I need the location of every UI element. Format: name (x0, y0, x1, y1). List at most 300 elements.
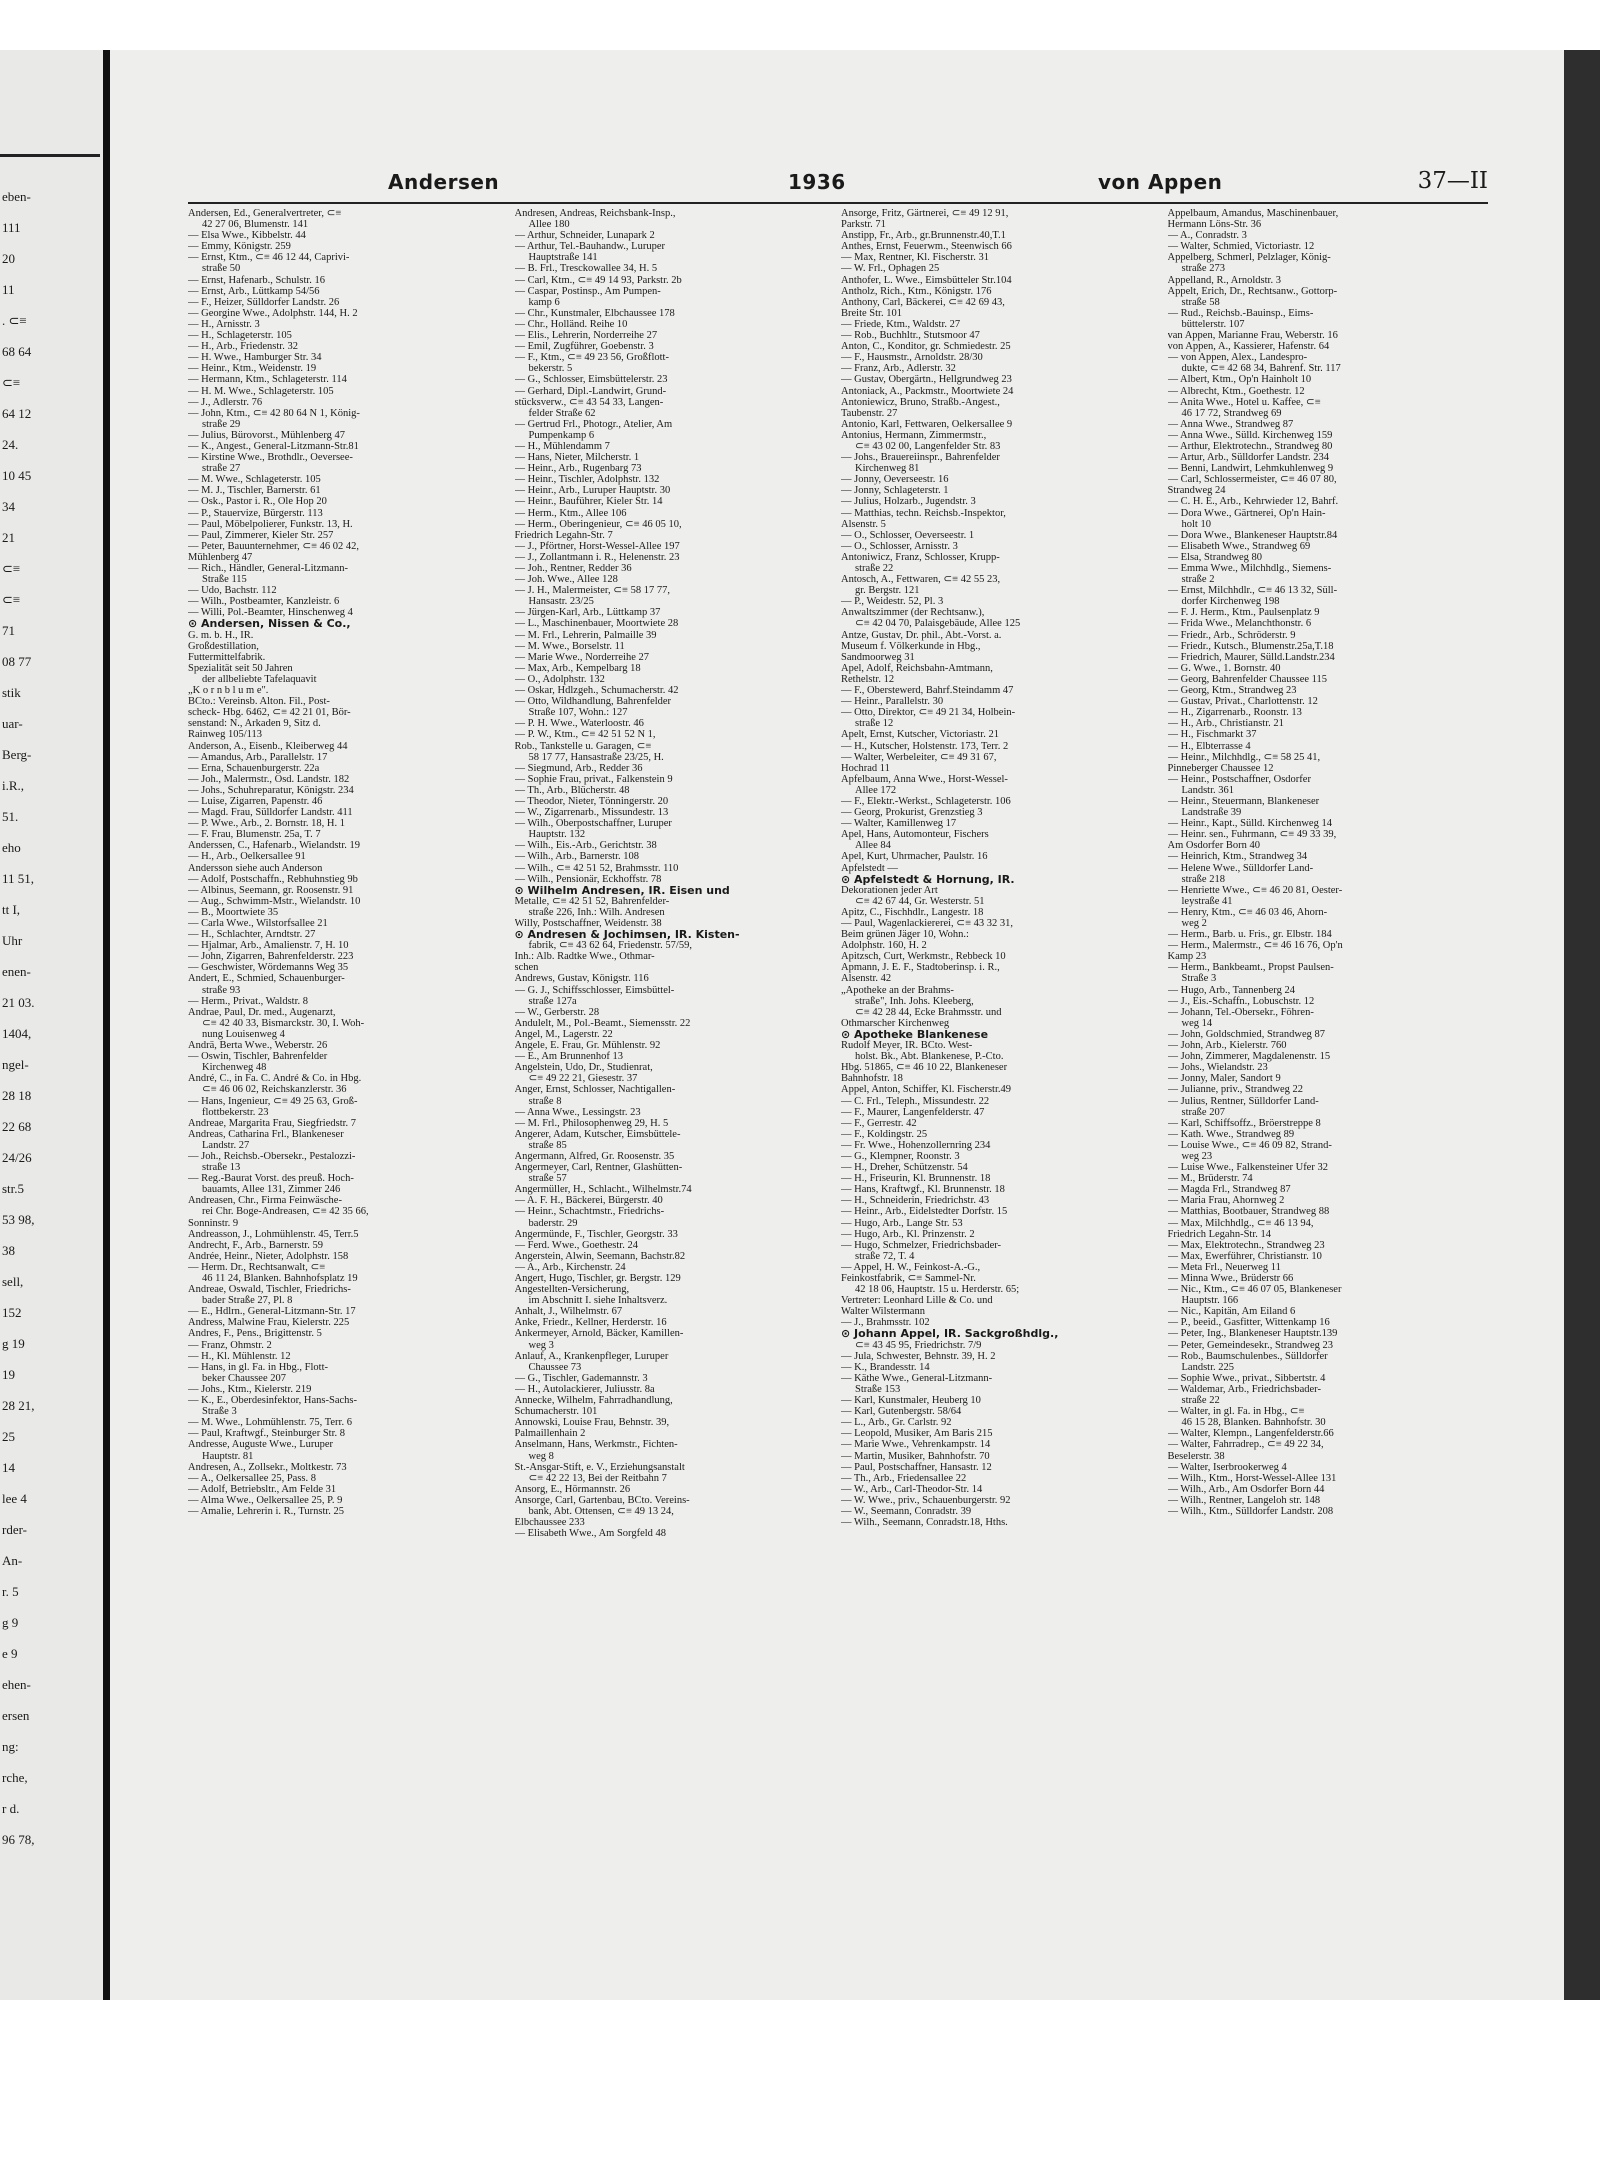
left-page-fragment: ⊂≡ (2, 375, 21, 390)
left-page-fragment: 28 21, (2, 1398, 35, 1413)
directory-entry: — Heinr., Arb., Luruper Hauptstr. 30 (514, 485, 671, 497)
directory-entry: ⊙ Andersen, Nissen & Co., (188, 618, 351, 630)
directory-entry: — Willi, Pol.-Beamter, Hinschenweg 4 (188, 607, 353, 619)
directory-entry: — Walter, Fahrradrep., ⊂≡ 49 22 34, (1167, 1439, 1324, 1451)
left-page-fragment: ehen- (2, 1677, 31, 1692)
directory-entry: Bahnhofstr. 18 (841, 1073, 903, 1085)
directory-entry: — Ernst, Arb., Lüttkamp 54/56 (188, 285, 320, 297)
left-page-fragment: 21 03. (2, 995, 35, 1010)
directory-entry: senstand: N., Arkaden 9, Sitz d. (188, 718, 321, 730)
directory-entry: — Heinr., Tischler, Adolphstr. 132 (514, 474, 660, 486)
directory-entry: — G. Wwe., 1. Bornstr. 40 (1167, 662, 1281, 674)
directory-entry: dukte, ⊂≡ 42 68 34, Bahrenf. Str. 117 (1181, 363, 1341, 375)
directory-entry: — Gerhard, Dipl.-Landwirt, Grund- (514, 385, 667, 397)
directory-entry: Apel, Adolf, Reichsbahn-Amtmann, (841, 662, 993, 674)
directory-entry: Angel, M., Lagerstr. 22 (514, 1028, 613, 1040)
directory-entry: Metalle, ⊂≡ 42 51 52, Bahrenfelder- (514, 895, 670, 907)
directory-entry: Annowski, Louise Frau, Behnstr. 39, (514, 1417, 670, 1429)
directory-entry: schen (514, 962, 539, 974)
directory-entry: — Walter, Werbeleiter, ⊂≡ 49 31 67, (841, 751, 997, 763)
directory-entry: — Hans, Kraftwgf., Kl. Brunnenstr. 18 (841, 1184, 1005, 1196)
scan-edge (1564, 50, 1600, 2000)
header-rule (188, 202, 1488, 204)
directory-entry: — Heinr., Arb., Eidelstedter Dorfstr. 15 (841, 1206, 1008, 1218)
directory-entry: — Th., Arb., Friedensallee 22 (841, 1472, 967, 1484)
directory-entry: Apfelstedt — (841, 862, 898, 874)
directory-entry: — Carl, Ktm., ⊂≡ 49 14 93, Parkstr. 2b (514, 274, 682, 286)
left-page-fragment: sell, (2, 1274, 24, 1289)
directory-entry: — Albrecht, Ktm., Goethestr. 12 (1167, 385, 1305, 397)
directory-entry: — Walter, Kamillenweg 17 (841, 818, 957, 830)
directory-entry: straße 13 (202, 1162, 241, 1174)
directory-entry: — W., Seemann, Conradstr. 39 (841, 1505, 972, 1517)
directory-entry: — Marie Wwe., Norderreihe 27 (514, 651, 650, 663)
left-page-fragment: e 9 (2, 1646, 18, 1661)
directory-entry: Annecke, Wilhelm, Fahrradhandlung, (514, 1395, 673, 1407)
directory-entry: Museum f. Völkerkunde in Hbg., (841, 640, 981, 652)
directory-entry: „Apotheke an der Brahms- (841, 984, 954, 996)
directory-entry: — Peter, Ing., Blankeneser Hauptstr.139 (1167, 1328, 1338, 1340)
directory-entry: Apitzsch, Curt, Werkmstr., Rebbeck 10 (841, 951, 1006, 963)
directory-entry: — John, Zigarren, Bahrenfelderstr. 223 (188, 951, 354, 963)
left-page-fragment: 11 (2, 282, 15, 297)
directory-entry: — Hugo, Arb., Tannenberg 24 (1167, 984, 1295, 996)
directory-entry: — Jonny, Maler, Sandort 9 (1167, 1073, 1281, 1085)
directory-entry: Rob., Tankstelle u. Garagen, ⊂≡ (514, 740, 652, 752)
directory-entry: — Oswin, Tischler, Bahrenfelder (188, 1051, 328, 1063)
directory-entry: ⊙ Johann Appel, IR. Sackgroßhdlg., (841, 1328, 1059, 1340)
directory-entry: weg 3 (528, 1339, 554, 1351)
directory-column (188, 208, 509, 1539)
directory-entry: Anlauf, A., Krankenpfleger, Luruper (514, 1350, 669, 1362)
left-page-fragment: ⊂≡ (2, 592, 21, 607)
directory-entry: Anger, Ernst, Schlosser, Nachtigallen- (514, 1084, 676, 1096)
directory-entry: — Heinr., Bauführer, Kieler Str. 14 (514, 496, 663, 508)
directory-entry: — Wilh., Oberpostschaffner, Luruper (514, 818, 672, 830)
directory-entry: — Caspar, Postinsp., Am Pumpen- (514, 285, 661, 297)
directory-entry: — Chr., Kunstmaler, Elbchaussee 178 (514, 307, 675, 319)
directory-entry: — Henriette Wwe., ⊂≡ 46 20 81, Oester- (1167, 884, 1343, 896)
directory-entry: — Käthe Wwe., General-Litzmann- (841, 1372, 993, 1384)
directory-entry: — Herm., Barb. u. Fris., gr. Elbstr. 184 (1167, 929, 1332, 941)
directory-entry: — Wilh., Ktm., Sülldorfer Landstr. 208 (1167, 1505, 1334, 1517)
left-page-fragment: 1404, (2, 1026, 32, 1041)
left-page-rule (0, 154, 100, 157)
directory-entry: Antoniewicz, Bruno, Straßb.-Angest., (841, 396, 1000, 408)
header-last-entry: von Appen (1098, 170, 1223, 194)
directory-entry: — L., Maschinenbauer, Moortwiete 28 (514, 618, 679, 630)
directory-entry: — Max, Rentner, Kl. Fischerstr. 31 (841, 252, 990, 264)
directory-entry: Straße 3 (202, 1406, 237, 1418)
directory-entry: Hauptstr. 166 (1181, 1295, 1239, 1307)
directory-entry: — H., Arb., Oelkersallee 91 (188, 851, 306, 863)
directory-entry: André, C., in Fa. C. André & Co. in Hbg. (188, 1073, 362, 1085)
directory-entry: — Herm., Ktm., Allee 106 (514, 507, 627, 519)
directory-entry: Sandmoorweg 31 (841, 651, 915, 663)
directory-entry: ⊂≡ 43 45 95, Friedrichstr. 7/9 (855, 1339, 982, 1351)
directory-entry: Othmarscher Kirchenweg (841, 1017, 950, 1029)
directory-entry: kamp 6 (528, 296, 560, 308)
directory-entry: straße 72, T. 4 (855, 1250, 915, 1262)
directory-entry: „K o r n b l u m e". (188, 685, 269, 697)
directory-entry: — O., Schlosser, Oeverseestr. 1 (841, 529, 975, 541)
directory-entry: — Ernst, Ktm., ⊂≡ 46 12 44, Caprivi- (188, 252, 350, 264)
directory-entry: Anthony, Carl, Bäckerei, ⊂≡ 42 69 43, (841, 296, 1005, 308)
directory-entry: — Wilh., ⊂≡ 42 51 52, Brahmsstr. 110 (514, 862, 679, 874)
directory-entry: — Otto, Direktor, ⊂≡ 49 21 34, Holbein- (841, 707, 1016, 719)
directory-entry: — Karl, Kunstmaler, Heuberg 10 (841, 1395, 981, 1407)
left-page-fragment: 19 (2, 1367, 15, 1382)
directory-entry: scheck- Hbg. 6462, ⊂≡ 42 21 01, Bör- (188, 707, 351, 719)
directory-entry: — Wilh., Rentner, Langeloh str. 148 (1167, 1494, 1321, 1506)
directory-entry: holt 10 (1181, 518, 1211, 530)
directory-entry: — H., Elbterrasse 4 (1167, 740, 1251, 752)
directory-entry: Großdestillation, (188, 640, 259, 652)
directory-entry: G. m. b. H., IR. (188, 629, 254, 641)
directory-entry: — Herm. Dr., Rechtsanwalt, ⊂≡ (188, 1261, 326, 1273)
directory-entry: 46 15 28, Blanken. Bahnhofstr. 30 (1181, 1417, 1326, 1429)
directory-entry: — Herm., Privat., Waldstr. 8 (188, 995, 308, 1007)
directory-entry: Andert, E., Schmied, Schauenburger- (188, 973, 345, 985)
directory-entry: — Th., Arb., Blücherstr. 48 (514, 784, 630, 796)
directory-entry: — Max, Milchhdlg., ⊂≡ 46 13 94, (1167, 1217, 1314, 1229)
left-page-fragment: . ⊂≡ (2, 313, 27, 328)
directory-entry: — Carl, Schlossermeister, ⊂≡ 46 07 80, (1167, 474, 1337, 486)
directory-entry: — Matthias, Bootbauer, Strandweg 88 (1167, 1206, 1330, 1218)
directory-entry: straße 8 (528, 1095, 562, 1107)
directory-entry: — Emil, Zugführer, Goebenstr. 3 (514, 341, 654, 353)
directory-entry: Pumpenkamp 6 (528, 429, 595, 441)
directory-entry: Beim grünen Jäger 10, Wohn.: (841, 929, 969, 941)
directory-entry: — Albert, Ktm., Op'n Hainholt 10 (1167, 374, 1312, 386)
directory-entry: — K., E., Oberdesinfektor, Hans-Sachs- (188, 1395, 357, 1407)
directory-entry: — H., Friseurin, Kl. Brunnenstr. 18 (841, 1173, 991, 1185)
directory-entry: Antoniack, A., Packmstr., Moortwiete 24 (841, 385, 1014, 397)
directory-entry: büttelerstr. 107 (1181, 318, 1245, 330)
left-page-fragment: 20 (2, 251, 15, 266)
left-page-fragment: stik (2, 685, 21, 700)
directory-entry: 42 18 06, Hauptstr. 15 u. Herderstr. 65; (855, 1284, 1020, 1296)
directory-entry: — Paul, Postschaffner, Hansastr. 12 (841, 1461, 992, 1473)
left-page-fragment: g 9 (2, 1615, 19, 1630)
directory-entry: — Amandus, Arb., Parallelstr. 17 (188, 751, 328, 763)
directory-entry: — Osk., Pastor i. R., Ole Hop 20 (188, 496, 327, 508)
directory-entry: — Luise Wwe., Falkensteiner Ufer 32 (1167, 1162, 1328, 1174)
directory-entry: — Kath. Wwe., Strandweg 89 (1167, 1128, 1295, 1140)
directory-entry: Sonninstr. 9 (188, 1217, 239, 1229)
directory-entry: — F., Elektr.-Werkst., Schlageterstr. 106 (841, 795, 1011, 807)
directory-entry: — W., Gerberstr. 28 (514, 1006, 600, 1018)
directory-entry: — Julius, Holzarb., Jugendstr. 3 (841, 496, 976, 508)
directory-entry: Chaussee 73 (528, 1361, 582, 1373)
left-page-fragment: 51. (2, 809, 19, 824)
directory-entry: — B. Frl., Tresckowallee 34, H. 5 (514, 263, 658, 275)
directory-entry: Andreae, Oswald, Tischler, Friedrichs- (188, 1284, 351, 1296)
directory-entry: Hauptstraße 141 (528, 252, 598, 264)
directory-entry: Andresen, Andreas, Reichsbank-Insp., (514, 208, 676, 219)
directory-entry: — P., beeid., Gasfitter, Wittenkamp 16 (1167, 1317, 1330, 1329)
directory-entry: ⊙ Wilhelm Andresen, IR. Eisen und (514, 884, 730, 896)
directory-entry: — Johs., Brauereiinspr., Bahrenfelder (841, 452, 1000, 464)
directory-entry: Andreae, Margarita Frau, Siegfriedstr. 7 (188, 1117, 357, 1129)
directory-entry: — Karl, Gutenbergstr. 58/64 (841, 1406, 962, 1418)
directory-entry: Andrecht, F., Arb., Barnerstr. 59 (188, 1239, 324, 1251)
directory-entry: Angermann, Alfred, Gr. Roosenstr. 35 (514, 1150, 675, 1162)
left-page-fragment: str.5 (2, 1181, 25, 1196)
directory-entry: von Appen, A., Kassierer, Hafenstr. 64 (1167, 341, 1330, 353)
directory-entry: ⊂≡ 42 67 44, Gr. Westerstr. 51 (855, 895, 985, 907)
directory-entry: — Jonny, Oeverseestr. 16 (841, 474, 949, 486)
directory-entry: Adolphstr. 160, H. 2 (841, 940, 927, 952)
directory-entry: — Hans, Ingenieur, ⊂≡ 49 25 63, Groß- (188, 1095, 358, 1107)
directory-entry: — Hugo, Arb., Kl. Prinzenstr. 2 (841, 1228, 975, 1240)
directory-entry: Friedrich Legahn-Str. 14 (1167, 1228, 1272, 1240)
directory-entry: Vertreter: Leonhard Lille & Co. und (841, 1295, 993, 1307)
directory-entry: — Heinr. sen., Fuhrmann, ⊂≡ 49 33 39, (1167, 829, 1337, 841)
directory-entry: Straße 153 (855, 1383, 901, 1395)
directory-entry: Angert, Hugo, Tischler, gr. Bergstr. 129 (514, 1273, 681, 1284)
directory-entry: — M. Wwe., Borselstr. 11 (514, 640, 625, 652)
directory-entry: — Friedr., Arb., Schröderstr. 9 (1167, 629, 1296, 641)
directory-entry: Landstr. 27 (202, 1139, 250, 1151)
directory-entry: — Rich., Händler, General-Litzmann- (188, 563, 348, 574)
directory-entry: — Paul, Kraftwgf., Steinburger Str. 8 (188, 1428, 345, 1440)
directory-entry: Elbchaussee 233 (514, 1517, 585, 1529)
directory-entry: — Herm., Oberingenieur, ⊂≡ 46 05 10, (514, 518, 682, 530)
directory-entry: — Herm., Malermstr., ⊂≡ 46 16 76, Op'n (1167, 940, 1343, 952)
directory-entry: Anderson, A., Eisenb., Kleiberweg 44 (188, 740, 348, 752)
directory-entry: — Heinr., Parallelstr. 30 (841, 696, 944, 708)
directory-entry: — Louise Wwe., ⊂≡ 46 09 82, Strand- (1167, 1139, 1332, 1151)
left-page-fragment: rder- (2, 1522, 27, 1537)
directory-entry: — F. Frau, Blumenstr. 25a, T. 7 (188, 829, 321, 841)
directory-entry: Antze, Gustav, Dr. phil., Abt.-Vorst. a. (841, 629, 1002, 641)
directory-entry: felder Straße 62 (528, 407, 596, 419)
directory-entry: — J., Adlerstr. 76 (188, 396, 263, 408)
directory-entry: — H., Arb., Friedenstr. 32 (188, 341, 298, 353)
directory-entry: Apfelbaum, Anna Wwe., Horst-Wessel- (841, 773, 1008, 785)
directory-column (1168, 208, 1489, 1539)
directory-entry: — O., Adolphstr. 132 (514, 673, 605, 685)
directory-entry: — Elisabeth Wwe., Strandweg 69 (1167, 540, 1311, 552)
directory-entry: — Jula, Schwester, Behnstr. 39, H. 2 (841, 1350, 996, 1362)
directory-entry: — C. H. E., Arb., Kehrwieder 12, Bahrf. (1167, 496, 1339, 508)
directory-entry: Allee 180 (528, 219, 570, 231)
directory-entry: — H., Kutscher, Holstenstr. 173, Terr. 2 (841, 740, 1009, 752)
directory-entry: — F., Ktm., ⊂≡ 49 23 56, Großflott- (514, 352, 669, 364)
directory-entry: — Jürgen-Karl, Arb., Lüttkamp 37 (514, 607, 661, 619)
directory-entry: — Elsa Wwe., Kibbelstr. 44 (188, 230, 306, 242)
left-page-fragment: 111 (2, 220, 21, 235)
directory-entry: stücksverw., ⊂≡ 43 54 33, Langen- (514, 396, 664, 408)
directory-entry: straße 57 (528, 1173, 567, 1185)
directory-entry: Anke, Friedr., Kellner, Herderstr. 16 (514, 1317, 667, 1329)
directory-entry: — H., Arnisstr. 3 (188, 318, 260, 330)
directory-entry: der allbeliebte Tafelaquavit (202, 673, 317, 685)
directory-entry: Strandweg 24 (1167, 485, 1226, 497)
directory-entry: — J. H., Malermeister, ⊂≡ 58 17 77, (514, 585, 670, 597)
directory-entry: — Max, Arb., Kempelbarg 18 (514, 662, 641, 674)
directory-entry: — Julius, Bürovorst., Mühlenberg 47 (188, 429, 346, 441)
directory-entry: Kirchenweg 81 (855, 463, 920, 475)
directory-entry: — Max, Ewerführer, Christianstr. 10 (1167, 1250, 1322, 1262)
directory-entry: — H., Arb., Christianstr. 21 (1167, 718, 1284, 730)
directory-entry: — Helene Wwe., Sülldorfer Land- (1167, 862, 1314, 874)
left-page-fragment: rche, (2, 1770, 28, 1785)
directory-entry: — Sophie Frau, privat., Falkenstein 9 (514, 773, 673, 785)
directory-entry: Landstr. 225 (1181, 1361, 1234, 1373)
directory-entry: — Walter, Schmied, Victoriastr. 12 (1167, 241, 1315, 253)
directory-entry: — Joh., Malermstr., Osd. Landstr. 182 (188, 773, 350, 785)
directory-columns (188, 208, 1488, 1539)
directory-entry: — Otto, Wildhandlung, Bahrenfelder (514, 696, 672, 708)
directory-entry: Hansastr. 23/25 (528, 596, 594, 608)
directory-entry: — Heinr., Kapt., Sülld. Kirchenweg 14 (1167, 818, 1332, 830)
directory-entry: — Geschwister, Wördemanns Weg 35 (188, 962, 349, 974)
directory-entry: bekerstr. 5 (528, 363, 573, 375)
directory-page (110, 50, 1564, 2000)
left-page-fragment: 64 12 (2, 406, 32, 421)
left-page-fragment: 22 68 (2, 1119, 32, 1134)
directory-entry: — G., Tischler, Gademannstr. 3 (514, 1372, 648, 1384)
left-page-fragment: 24/26 (2, 1150, 32, 1165)
directory-entry: — Heinr., Milchhdlg., ⊂≡ 58 25 41, (1167, 751, 1321, 763)
directory-entry: 42 27 06, Blumenstr. 141 (202, 219, 309, 231)
directory-entry: — Heinr., Postschaffner, Osdorfer (1167, 773, 1311, 785)
directory-entry: — J., Zollantmann i. R., Helenenstr. 23 (514, 551, 680, 563)
left-page-fragment: 152 (2, 1305, 22, 1320)
directory-entry: Breite Str. 101 (841, 307, 902, 319)
directory-entry: — Chr., Holländ. Reihe 10 (514, 318, 628, 330)
directory-entry: — Jonny, Schlageterstr. 1 (841, 485, 949, 497)
directory-entry: weg 8 (528, 1450, 554, 1462)
left-page-fragment: enen- (2, 964, 31, 979)
directory-entry: straße 85 (528, 1139, 567, 1151)
directory-entry: straße 218 (1181, 873, 1225, 885)
directory-entry: — Frida Wwe., Melanchthonstr. 6 (1167, 618, 1312, 630)
directory-entry: St.-Ansgar-Stift, e. V., Erziehungsanstalt (514, 1461, 685, 1473)
left-page-fragment: tt I, (2, 902, 21, 917)
left-page-fragment: 10 45 (2, 468, 32, 483)
directory-entry: — Oskar, Hdlzgeh., Schumacherstr. 42 (514, 685, 679, 697)
directory-entry: holst. Bk., Abt. Blankenese, P.-Cto. (855, 1051, 1004, 1063)
directory-entry: ⊙ Apfelstedt & Hornung, IR. (841, 873, 1015, 885)
directory-entry: — P. W., Ktm., ⊂≡ 42 51 52 N 1, (514, 729, 656, 741)
directory-entry: — Maria Frau, Ahornweg 2 (1167, 1195, 1285, 1207)
directory-entry: — W. Frl., Ophagen 25 (841, 263, 940, 275)
directory-entry: — F., Hausmstr., Arnoldstr. 28/30 (841, 352, 983, 364)
directory-entry: — P., Stauervize, Bürgerstr. 113 (188, 507, 323, 519)
directory-entry: — W., Arb., Carl-Theodor-Str. 14 (841, 1483, 983, 1495)
directory-entry: — John, Zimmerer, Magdalenenstr. 15 (1167, 1051, 1331, 1063)
left-page-fragment: lee 4 (2, 1491, 27, 1506)
directory-entry: Andrae, Paul, Dr. med., Augenarzt, (188, 1006, 336, 1018)
directory-entry: — Elisabeth Wwe., Am Sorgfeld 48 (514, 1528, 667, 1540)
directory-entry: 46 17 72, Strandweg 69 (1181, 407, 1282, 419)
directory-entry: Appelt, Erich, Dr., Rechtsanw., Gottorp- (1167, 285, 1338, 297)
directory-entry: Anderssen, C., Hafenarb., Wielandstr. 19 (188, 840, 361, 852)
directory-entry: im Abschnitt I. siehe Inhaltsverz. (528, 1295, 668, 1307)
directory-entry: Angermünde, F., Tischler, Georgstr. 33 (514, 1228, 678, 1240)
page-number: 37—II (1417, 168, 1488, 194)
directory-entry: Beselerstr. 38 (1167, 1450, 1225, 1462)
directory-entry: — Georg, Prokurist, Grenzstieg 3 (841, 807, 983, 819)
directory-entry: — H., Fischmarkt 37 (1167, 729, 1257, 741)
directory-entry: — Gertrud Frl., Photogr., Atelier, Am (514, 418, 673, 430)
directory-column (515, 208, 836, 1539)
directory-entry: ⊙ Apotheke Blankenese (841, 1028, 989, 1041)
directory-entry: — Walter, in gl. Fa. in Hbg., ⊂≡ (1167, 1406, 1305, 1418)
directory-entry: — Leopold, Musiker, Am Baris 215 (841, 1428, 993, 1440)
directory-entry: Schumacherstr. 101 (514, 1406, 598, 1418)
directory-entry: Apitz, C., Fischhdlr., Langestr. 18 (841, 906, 984, 918)
directory-entry: — Minna Wwe., Brüderstr 66 (1167, 1273, 1294, 1284)
directory-entry: Appel, Anton, Schiffer, Kl. Fischerstr.49 (841, 1084, 1011, 1096)
directory-entry: — John, Ktm., ⊂≡ 42 80 64 N 1, König- (188, 407, 360, 419)
directory-entry: Angestellten-Versicherung, (514, 1284, 630, 1296)
directory-entry: — Peter, Bauunternehmer, ⊂≡ 46 02 42, (188, 540, 360, 552)
directory-entry: — H., Autolackierer, Juliusstr. 8a (514, 1383, 655, 1395)
directory-entry: — P. H. Wwe., Waterloostr. 46 (514, 718, 644, 730)
left-page-fragment: ngel- (2, 1057, 29, 1072)
directory-entry: Kirchenweg 48 (202, 1062, 267, 1074)
directory-entry: flottbekerstr. 23 (202, 1106, 269, 1118)
directory-entry: Rudolf Meyer, IR. BCto. West- (841, 1040, 973, 1052)
left-page-fragment: uar- (2, 716, 23, 731)
directory-entry: — Anna Wwe., Sülld. Kirchenweg 159 (1167, 429, 1333, 441)
directory-entry: — Georg, Ktm., Strandweg 23 (1167, 685, 1297, 697)
left-page-fragment: ersen (2, 1708, 30, 1723)
directory-entry: beker Chaussee 207 (202, 1372, 286, 1384)
directory-entry: — Arthur, Elektrotechn., Strandweg 80 (1167, 440, 1333, 452)
directory-entry: — B., Moortwiete 35 (188, 906, 279, 918)
directory-entry: Andrée, Heinr., Nieter, Adolphstr. 158 (188, 1250, 349, 1262)
directory-entry: — Adolf, Postschaffn., Rebhuhnstieg 9b (188, 873, 358, 885)
directory-entry: — Fr. Wwe., Hohenzollernring 234 (841, 1139, 991, 1151)
directory-entry: — Magda Frl., Strandweg 87 (1167, 1184, 1291, 1196)
directory-entry: Antonius, Hermann, Zimmermstr., (841, 429, 987, 441)
directory-entry: straße 207 (1181, 1106, 1225, 1118)
directory-entry: — Gustav, Obergärtn., Hellgrundweg 23 (841, 374, 1012, 386)
directory-entry: ⊂≡ 42 22 13, Bei der Reitbahn 7 (528, 1472, 667, 1484)
directory-entry: — J., Brahmsstr. 102 (841, 1317, 930, 1329)
directory-entry: Taubenstr. 27 (841, 407, 898, 419)
left-page-fragment: 24. (2, 437, 19, 452)
directory-entry: — H., Schneiderin, Friedrichstr. 43 (841, 1195, 990, 1207)
directory-entry: — W., Zigarrenarb., Missundestr. 13 (514, 807, 669, 819)
left-page-fragment: r. 5 (2, 1584, 19, 1599)
directory-entry: — Siegmund, Arb., Redder 36 (514, 762, 643, 774)
scan (0, 50, 1600, 2000)
directory-entry: Andrä, Berta Wwe., Weberstr. 26 (188, 1040, 328, 1052)
directory-entry: — P., Weidestr. 52, Pl. 3 (841, 596, 944, 608)
directory-entry: — Carla Wwe., Wilstorfsallee 21 (188, 918, 328, 929)
directory-entry: — Johs., Schuhreparatur, Königstr. 234 (188, 784, 354, 796)
directory-entry: — Max, Elektrotechn., Strandweg 23 (1167, 1239, 1325, 1251)
directory-entry: Rethelstr. 12 (841, 673, 895, 685)
directory-entry: — Kirstine Wwe., Brothdlr., Oeversee- (188, 452, 353, 464)
directory-entry: — G., Klempner, Roonstr. 3 (841, 1150, 960, 1162)
directory-entry: — M., Brüderstr. 74 (1167, 1173, 1253, 1185)
directory-entry: — Nic., Kapitän, Am Eiland 6 (1167, 1306, 1296, 1318)
directory-entry: — John, Arb., Kielerstr. 760 (1167, 1040, 1287, 1052)
directory-entry: straße 27 (202, 463, 241, 475)
directory-entry: Antholz, Rich., Ktm., Königstr. 176 (841, 285, 992, 297)
directory-entry: Anton, C., Konditor, gr. Schmiedestr. 25 (841, 341, 1011, 353)
directory-entry: — Rob., Baumschulenbes., Sülldorfer (1167, 1350, 1328, 1362)
directory-entry: — Wilh., Arb., Am Osdorfer Born 44 (1167, 1483, 1325, 1495)
directory-entry: — Appel, H. W., Feinkost-A.-G., (841, 1261, 981, 1273)
